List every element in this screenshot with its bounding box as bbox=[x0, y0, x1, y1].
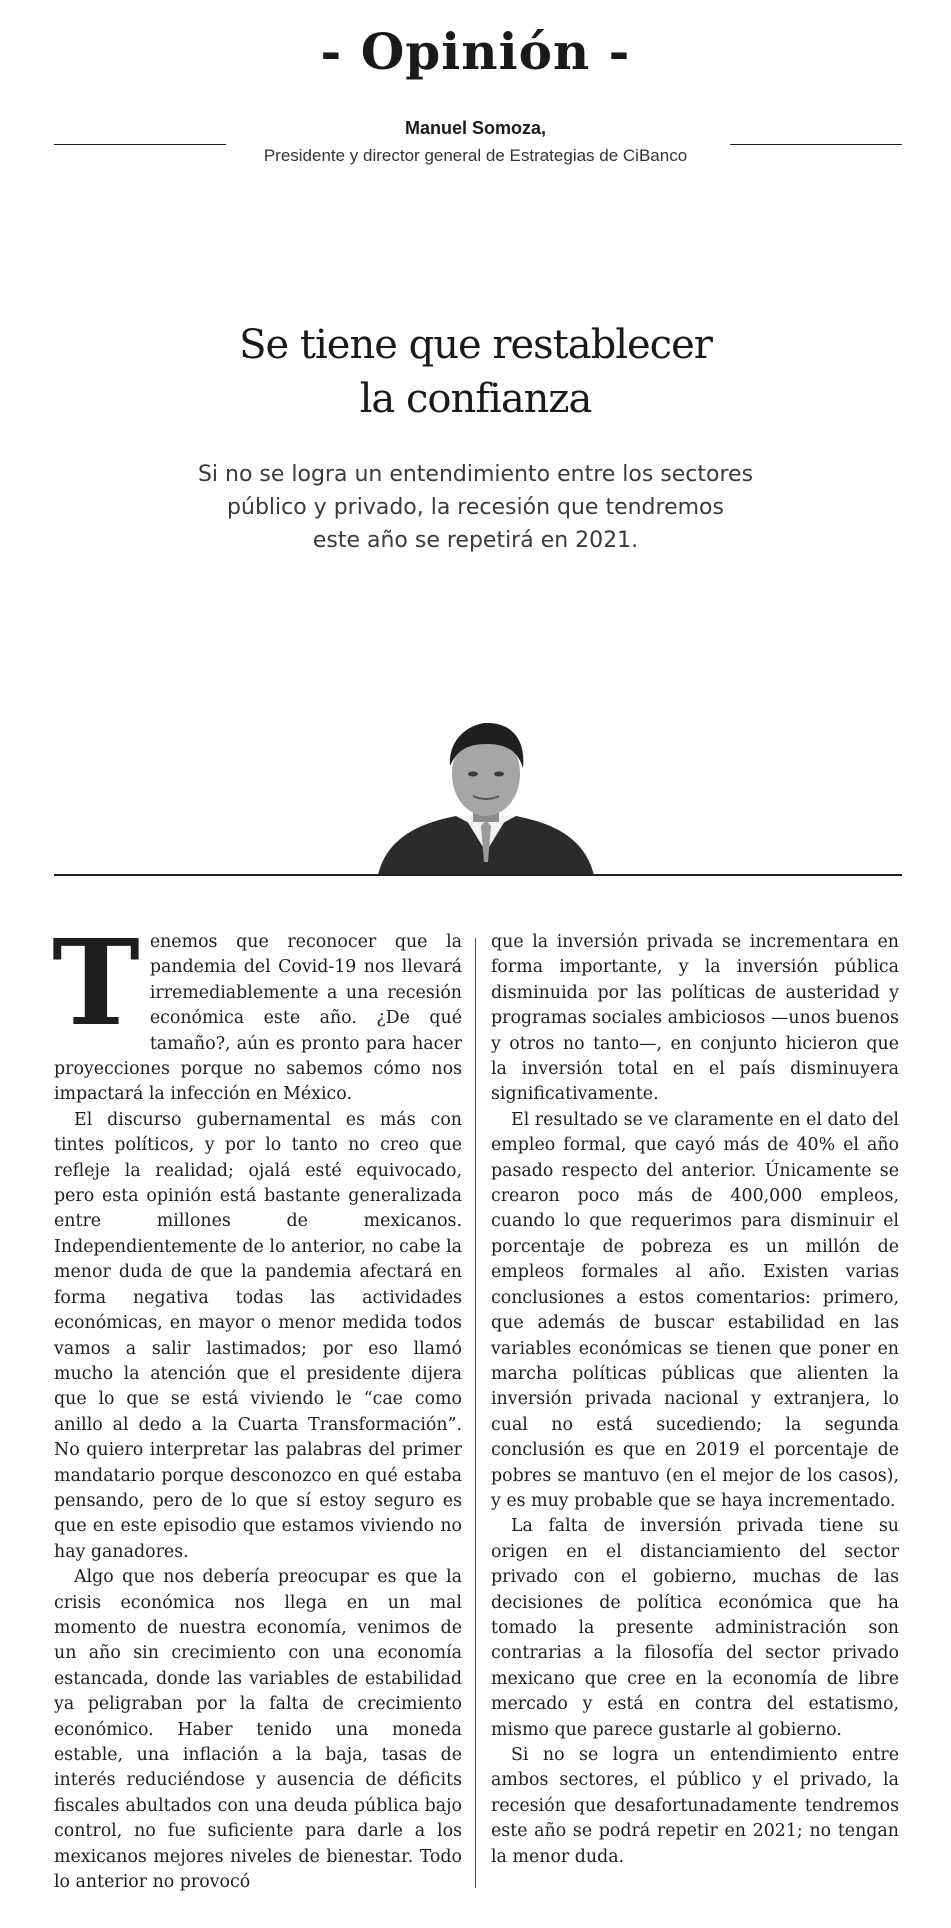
drop-cap: T bbox=[52, 913, 140, 1052]
paragraph-4: El resultado se ve claramente en el dato del empleo formal, que cayó más de 40% el año pasado respecto del anterior. Únicamente se crearon poco más de 400,000 empleos, cuando lo que requerimos para disminuir el porcentaje de pobreza es un millón de empleos formales al año. Existen varias conclusiones a estos comentarios: primero, que además de buscar estabilidad en las variables económicas se tienen que poner en marcha políticas públicas que alienten la inversión privada nacional y extranjera, lo cual no está sucediendo; la segunda conclusión es que en 2019 el porcentaje de pobres se mantuvo (en el mejor de los casos), y es muy probable que se haya incrementado. bbox=[491, 1109, 899, 1511]
paragraph-5: La falta de inversión privada tiene su origen en el distanciamiento del sector privado con el gobierno, muchas de las decisiones de política económica que ha tomado la presente administración son contrarias a la filosofía del sector privado mexicano que cree en la economía de libre mercado y está en contra del estatismo, mismo que parece gustarle al gobierno. bbox=[491, 1516, 899, 1740]
dek-line-1: Si no se logra un entendimiento entre los sectores bbox=[197, 462, 754, 487]
author-role: Presidente y director general de Estrategias de CiBanco bbox=[263, 146, 688, 165]
dek-line-2: público y privado, la recesión que tendremos bbox=[227, 495, 724, 520]
headline-line-1: Se tiene que restablecer bbox=[239, 322, 712, 368]
article-top-rule bbox=[54, 874, 902, 876]
paragraph-2: El discurso gubernamental es más con tintes políticos, y por lo tanto no creo que refleje la realidad; ojalá esté equivocado, pero esta opinión está bastante generalizada entre millones de mexicanos. Independientemente de lo anterior, no cabe la menor duda de que la pandemia afectará en forma negativa todas las actividades económicas, en mayor o menor medida todos vamos a salir lastimados; por eso llamó mucho la atención que el presidente dijera que lo que se está viviendo le “cae como anillo al dedo a la Cuarta Transformación”. No quiero interpretar las palabras del primer mandatario porque desconozco en qué estaba pensando, pero de lo que sí estoy seguro es que en este episodio que estamos viviendo no hay ganadores. bbox=[54, 1109, 462, 1562]
paragraph-1-text: enemos que reconocer que la pandemia del Covid-19 nos llevará irremediablemente a una recesión económica este año. ¿De qué tamaño?, aún es pronto para hacer proyecciones porque no sabemos cómo nos impactará la infección en México. bbox=[54, 932, 462, 1105]
paragraph-6: Si no se logra un entendimiento entre ambos sectores, el público y el privado, la recesión que desafortunadamente tendremos este año se podrá repetir en 2021; no tengan la menor duda. bbox=[491, 1745, 899, 1867]
author-name: Manuel Somoza, bbox=[404, 118, 547, 138]
paragraph-3-continued: que la inversión privada se incrementara en forma importante, y la inversión pública disminuida por las políticas de austeridad y programas sociales ambiciosos —unos buenos y otros no tanto—, en conjunto hicieron que la inversión total en el país disminuyera significativamente. bbox=[491, 932, 899, 1105]
section-title: - Opinión - bbox=[320, 22, 631, 81]
dek-line-3: este año se repetirá en 2021. bbox=[312, 528, 639, 553]
left-rule bbox=[54, 144, 226, 145]
headline-line-2: la confianza bbox=[359, 376, 592, 422]
author-portrait bbox=[378, 722, 594, 875]
headline bbox=[0, 318, 951, 426]
column-divider bbox=[475, 938, 476, 1888]
article-column-2 bbox=[491, 930, 899, 1870]
dek bbox=[0, 458, 951, 557]
article-column-1 bbox=[52, 913, 462, 1895]
right-rule bbox=[730, 144, 902, 145]
paragraph-1 bbox=[52, 913, 462, 1108]
paragraph-3: Algo que nos debería preocupar es que la crisis económica nos llega en un mal momento de nuestra economía, venimos de un año sin crecimiento con una economía estancada, donde las variables de estabilidad ya peligraban por la falta de crecimiento económico. Haber tenido una moneda estable, una inflación a la baja, tasas de interés reduciéndose y ausencia de déficits fiscales abultados con una deuda pública bajo control, no fue suficiente para darle a los mexicanos mejores niveles de bienestar. Todo lo anterior no provocó bbox=[54, 1567, 462, 1893]
